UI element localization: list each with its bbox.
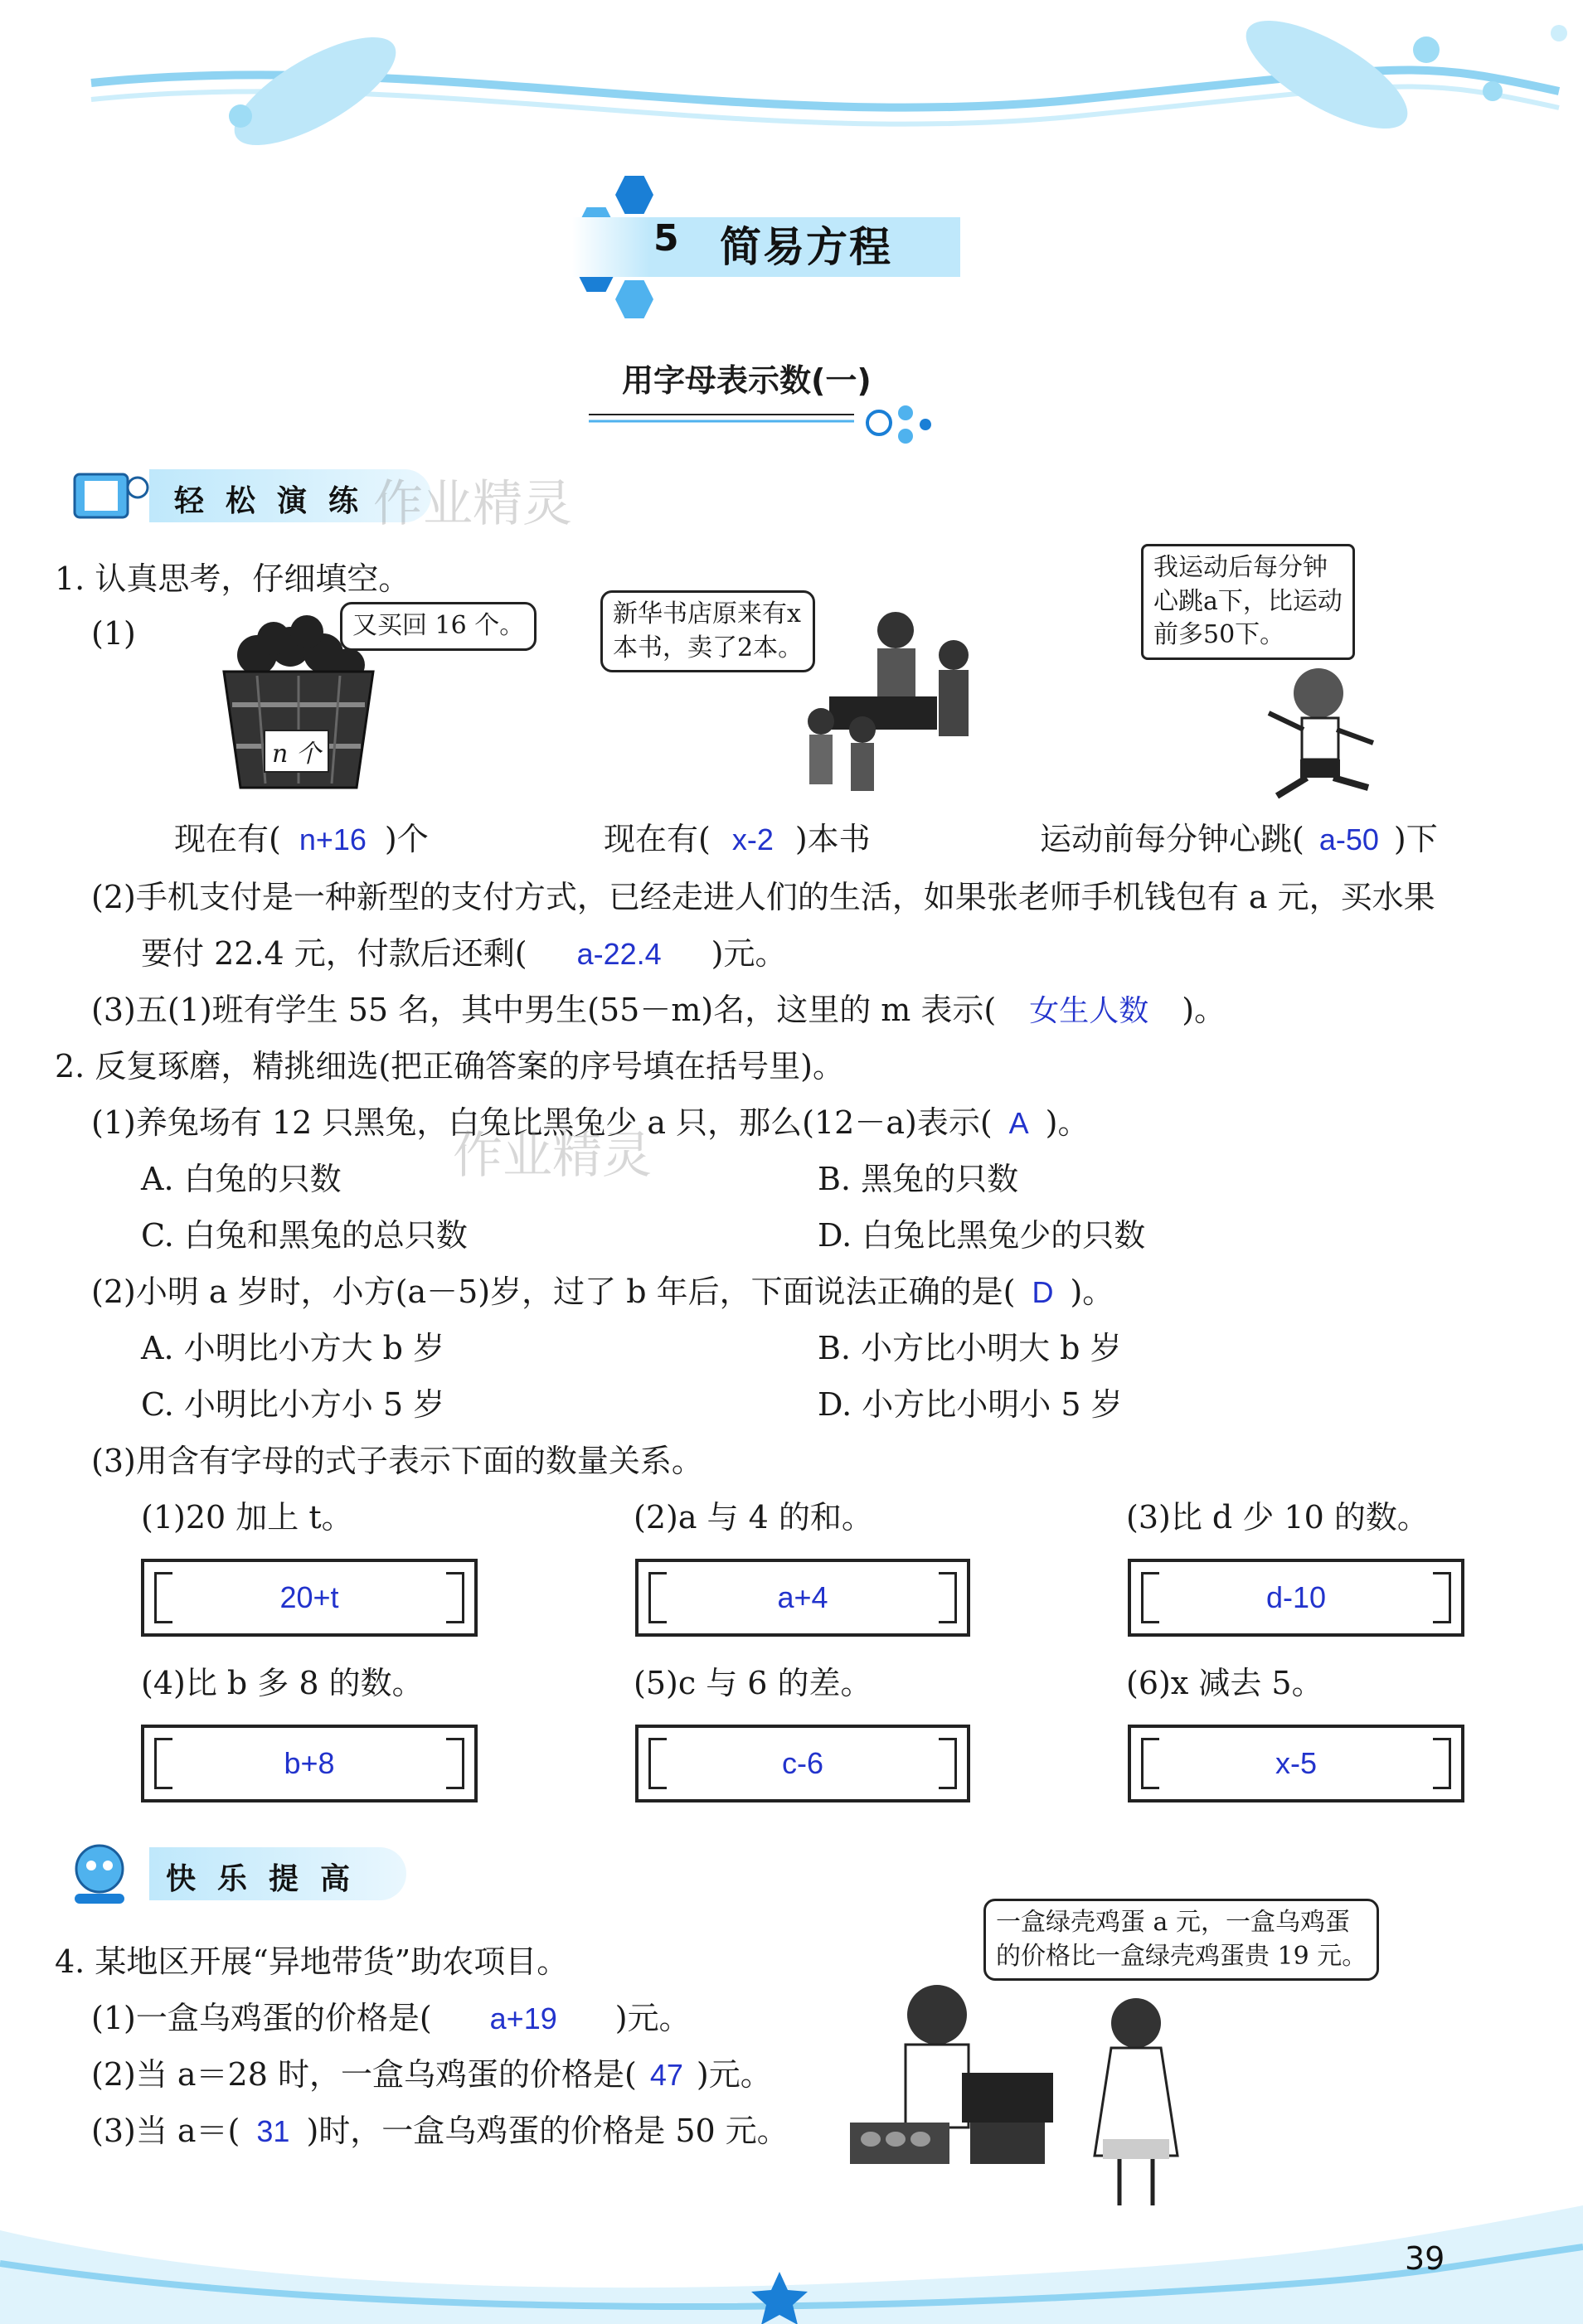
expression-answer: b+8 (284, 1746, 335, 1780)
fill-text: )本书 (794, 821, 871, 857)
fill-text: )个 (384, 821, 429, 857)
expression-answer: a+4 (777, 1580, 828, 1614)
fill-heartbeat (1040, 821, 1438, 859)
answer-price-expression: a+19 (489, 2001, 557, 2035)
chapter-heading (0, 0, 1583, 332)
running-boy-illustration (1227, 663, 1393, 804)
question-4-part-1 (91, 2000, 691, 2038)
footer-decoration (0, 2156, 1583, 2324)
fill-text: (1)养兔场有 12 只黑兔，白兔比黑兔少 a 只，那么(12－a)表示( (91, 1104, 993, 1141)
answer-frame (141, 1725, 478, 1802)
answer-frame (1128, 1559, 1464, 1637)
fill-text: )。 (1045, 1104, 1090, 1141)
answer-frame (141, 1559, 478, 1637)
fill-text: )元。 (614, 2000, 691, 2036)
expression-prompt: (2)a 与 4 的和。 (634, 1499, 873, 1536)
expression-answer: d-10 (1265, 1580, 1327, 1614)
watermark: 作业精灵 (453, 1127, 652, 1185)
section-title: 轻松演练 (174, 484, 381, 518)
book-icon (58, 463, 158, 529)
chapter-number: 5 (653, 217, 679, 260)
section-improve (50, 1841, 415, 1907)
fill-text: (3)五(1)班有学生 55 名，其中男生(55－m)名，这里的 m 表示( (91, 992, 997, 1028)
fill-text: (2)小明 a 岁时，小方(a－5)岁，过了 b 年后，下面说法正确的是( (91, 1274, 1016, 1310)
speech-bubble-eggs (983, 1899, 1379, 1981)
answer-choice: A (1008, 1106, 1029, 1140)
answer-apples: n+16 (299, 822, 367, 856)
bubble-line: 一盒绿壳鸡蛋 a 元，一盒乌鸡蛋 (996, 1908, 1350, 1937)
option: A. 白兔的只数 (141, 1161, 342, 1197)
subtitle-underline (580, 398, 945, 456)
basket-label (264, 730, 329, 773)
fill-text: )下 (1393, 821, 1438, 857)
fill-text: (2)当 a＝28 时，一盒乌鸡蛋的价格是( (91, 2056, 637, 2093)
answer-frame (635, 1725, 970, 1802)
bookstore-illustration (779, 605, 978, 796)
fill-apples (174, 821, 429, 859)
expression-answer: x-5 (1275, 1746, 1317, 1780)
fill-books (604, 821, 871, 859)
fill-text: (3)当 a＝( (91, 2113, 240, 2149)
question-1-stem: 1. 认真思考，仔细填空。 (55, 560, 410, 597)
option: B. 黑兔的只数 (818, 1161, 1019, 1197)
page-number: 39 (1405, 2240, 1445, 2277)
option: B. 小方比小明大 b 岁 (818, 1330, 1122, 1366)
question-2-part-3: (3)用含有字母的式子表示下面的数量关系。 (91, 1443, 703, 1479)
speech-bubble-apples (340, 602, 537, 651)
expression-prompt: (4)比 b 多 8 的数。 (141, 1665, 424, 1701)
expression-answer: c-6 (781, 1746, 823, 1780)
question-1-part-3 (91, 992, 1226, 1030)
lesson-title: 用字母表示数(一) (622, 362, 872, 399)
bubble-text: 又买回 16 个。 (352, 611, 525, 640)
hex-icon (615, 176, 653, 214)
bubble-line: 前多50下。 (1153, 620, 1285, 649)
answer-a-value: 31 (256, 2114, 290, 2148)
option: D. 白兔比黑兔少的只数 (818, 1217, 1146, 1254)
watermark: 作业精灵 (373, 475, 572, 533)
section-title: 快乐提高 (166, 1862, 372, 1896)
answer-meaning: 女生人数 (1029, 993, 1149, 1027)
speech-bubble-heartbeat (1141, 544, 1355, 660)
fill-text: 运动前每分钟心跳( (1040, 821, 1304, 857)
answer-books: x-2 (731, 822, 774, 856)
fill-text: 现在有( (604, 821, 711, 857)
question-4-stem: 4. 某地区开展“异地带货”助农项目。 (55, 1943, 569, 1980)
expression-prompt: (3)比 d 少 10 的数。 (1126, 1499, 1429, 1536)
bubble-line: 新华书店原来有x (613, 599, 801, 628)
expression-prompt: (6)x 减去 5。 (1126, 1665, 1323, 1701)
bubble-line: 心跳a下，比运动 (1153, 586, 1343, 616)
question-1-part-label: (1) (91, 615, 136, 652)
option: C. 白兔和黑兔的总只数 (141, 1217, 468, 1254)
question-2-stem: 2. 反复琢磨，精挑细选(把正确答案的序号填在括号里)。 (55, 1048, 844, 1084)
answer-choice: D (1032, 1275, 1054, 1309)
fill-text: )元。 (696, 2056, 772, 2093)
option: A. 小明比小方大 b 岁 (141, 1330, 445, 1366)
basket-label-text: n 个 (272, 740, 321, 769)
fill-text: )。 (1182, 992, 1226, 1028)
answer-frame (1128, 1725, 1464, 1802)
question-1-part-2-line2 (141, 935, 787, 973)
hex-icon (615, 280, 653, 318)
fill-text: 现在有( (174, 821, 281, 857)
bubble-line: 本书，卖了2本。 (613, 633, 804, 662)
bubble-line: 的价格比一盒绿壳鸡蛋贵 19 元。 (996, 1941, 1367, 1971)
fill-text: 要付 22.4 元，付款后还剩( (141, 935, 527, 972)
question-4-part-2 (91, 2056, 772, 2094)
expression-prompt: (1)20 加上 t。 (141, 1499, 353, 1536)
chapter-title: 简易方程 (720, 223, 892, 271)
fill-text: )时，一盒乌鸡蛋的价格是 50 元。 (306, 2113, 789, 2149)
answer-frame (635, 1559, 970, 1637)
bubble-line: 我运动后每分钟 (1153, 553, 1328, 582)
question-2-part-2 (91, 1274, 1114, 1312)
question-1-part-2-line1: (2)手机支付是一种新型的支付方式，已经走进人们的生活，如果张老师手机钱包有 a 元，买水果 (91, 879, 1435, 915)
fill-text: )。 (1070, 1274, 1114, 1310)
answer-heartbeat: a-50 (1318, 822, 1379, 856)
question-4-part-3 (91, 2113, 789, 2151)
fill-text: )元。 (711, 935, 787, 972)
fill-text: (1)一盒乌鸡蛋的价格是( (91, 2000, 432, 2036)
option: D. 小方比小明小 5 岁 (818, 1386, 1123, 1423)
answer-price-value: 47 (649, 2058, 683, 2092)
mascot-icon (50, 1841, 149, 1907)
option: C. 小明比小方小 5 岁 (141, 1386, 445, 1423)
answer-balance: a-22.4 (576, 937, 662, 971)
expression-prompt: (5)c 与 6 的差。 (634, 1665, 872, 1701)
expression-answer: 20+t (279, 1580, 339, 1614)
